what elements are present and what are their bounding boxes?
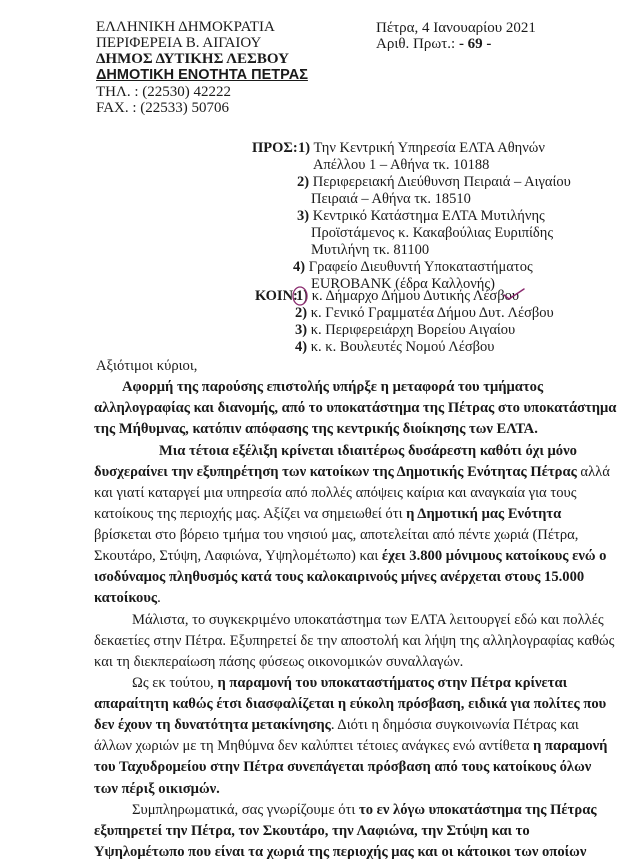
emphasis-text: δυσχεραίνει την εξυπηρέτηση των κατοίκων της Δημοτικής Ενότητας Πέτρας [94, 464, 577, 480]
cc-number: 1) [296, 288, 309, 304]
cc-text: κ. Γενικό Γραμματέα Δήμου Δυτ. Λέσβου [310, 305, 554, 321]
body-line [94, 716, 579, 734]
body-line: και γιατί καταργεί μια υπηρεσία από πολλές απόψεις καίρια και αναγκαία για τους [94, 485, 577, 501]
body-line: Υψηλομέτωπο που είναι τα χωριά της περιοχής μας και οι κάτοικοι των οποίων [94, 844, 587, 860]
recipient-number: 3) [297, 208, 310, 224]
recipient-line: Περιφερειακή Διεύθυνση Πειραιά – Αιγαίου [312, 174, 571, 190]
document-date: Πέτρα, 4 Ιανουαρίου 2021 [376, 20, 536, 36]
handwritten-circle-icon [290, 285, 310, 307]
body-line [94, 463, 610, 481]
cc-text: κ. Περιφερειάρχη Βορείου Αιγαίου [310, 322, 516, 338]
body-line: εξυπηρετεί την Πέτρα, τον Σκουτάρο, την Λαφιώνα, την Στύψη και το [94, 823, 530, 839]
recipient-line: Πειραιά – Αθήνα τκ. 18510 [311, 191, 471, 207]
plain-text: άλλων χωριών με τη Μηθύμνα δεν καλύπτει τέτοιες ανάγκες ενώ αντίθετα [94, 738, 534, 754]
plain-text: Συμπληρωματικά, σας γνωρίζουμε ότι [132, 802, 359, 818]
body-line: απαραίτητη καθώς έτσι διασφαλίζεται η εύκολη πρόσβαση, ειδικά για πολίτες που [94, 696, 607, 712]
plain-text: Ως εκ τούτου, [132, 675, 218, 691]
body-line [94, 589, 161, 607]
recipient-number: 1) [298, 140, 311, 156]
protocol-value: - 69 - [458, 36, 492, 52]
letterhead-region: ΠΕΡΙΦΕΡΕΙΑ Β. ΑΙΓΑΙΟΥ [96, 35, 262, 51]
plain-text: . [157, 590, 161, 606]
recipient-line: Γραφείο Διευθυντή Υποκαταστήματος [308, 259, 533, 275]
recipient-line: Την Κεντρική Υπηρεσία ΕΛΤΑ Αθηνών [313, 140, 545, 156]
cc-number: 4) [295, 339, 308, 355]
plain-text: αλλά [576, 464, 610, 480]
body-line [132, 801, 597, 819]
body-line: και τη διεκπεραίωση πάσης φύσεως οικονομικών συναλλαγών. [94, 654, 464, 670]
body-line: Αφορμή της παρούσης επιστολής υπήρξε η μεταφορά του τμήματος [122, 379, 544, 395]
cc-item [296, 288, 519, 305]
protocol-label: Αριθ. Πρωτ.: [376, 36, 459, 52]
plain-text: Σκουτάρο, Στύψη, Λαφιώνα, Υψηλομέτωπο) και [94, 548, 382, 564]
emphasis-text: έχει 3.800 μόνιμους κατοίκους ενώ ο [381, 548, 607, 564]
emphasis-text: η παραμονή [533, 738, 608, 754]
body-line: δεκαετίες στην Πέτρα. Εξυπηρετεί δε την αποστολή και λήψη της αλληλογραφίας καθώς [94, 633, 615, 649]
recipient-number: 2) [297, 174, 310, 190]
recipient-item [297, 208, 545, 225]
recipient-item [293, 259, 533, 276]
body-line: αλληλογραφίας και διανομής, από το υποκατάστημα της Πέτρας στο υποκατάστημα [94, 400, 617, 416]
body-line: του Ταχυδρομείου στην Πέτρα συνεπάγεται πρόσβαση από τους κατοίκους όλων [94, 759, 592, 775]
recipient-line: Απέλλου 1 – Αθήνα τκ. 10188 [313, 157, 490, 173]
recipient-line: Μυτιλήνη τκ. 81100 [311, 242, 430, 258]
salutation: Αξιότιμοι κύριοι, [96, 358, 198, 374]
body-line [94, 505, 561, 523]
body-line: της Μήθυμνας, κατόπιν απόφασης της κεντρικής διοίκησης των ΕΛΤΑ. [94, 421, 538, 437]
letterhead-republic: ΕΛΛΗΝΙΚΗ ΔΗΜΟΚΡΑΤΙΑ [96, 19, 275, 35]
letterhead-municipality: ΔΗΜΟΣ ΔΥΤΙΚΗΣ ΛΕΣΒΟΥ [96, 51, 289, 67]
emphasis-text: κατοίκους [94, 590, 158, 606]
emphasis-text: το εν λόγω υποκατάστημα της Πέτρας [358, 802, 597, 818]
protocol-number [376, 36, 491, 52]
cc-item [295, 322, 515, 339]
recipient-line: Προϊστάμενος κ. Κακαβούλιας Ευριπίδης [311, 225, 554, 241]
body-line: ισοδύναμος πληθυσμός κατά τους καλοκαιρινούς μήνες ανέρχεται στους 15.000 [94, 569, 585, 585]
recipients-label: ΠΡΟΣ: [252, 140, 298, 156]
emphasis-text: η Δημοτική μας Ενότητα [406, 506, 562, 522]
emphasis-text: δεν έχουν τη δυνατότητα μετακίνησης [94, 717, 331, 733]
letterhead-fax: FAX. : (22533) 50706 [96, 100, 230, 116]
body-line [94, 737, 607, 755]
plain-text: . Διότι η δημόσια συγκοινωνία Πέτρας και [330, 717, 579, 733]
body-line [94, 547, 606, 565]
recipient-line: Κεντρικό Κατάστημα ΕΛΤΑ Μυτιλήνης [312, 208, 545, 224]
cc-label: ΚΟΙΝ: [255, 288, 298, 304]
body-line: Μια τέτοια εξέλιξη κρίνεται ιδιαιτέρως δυσάρεστη καθότι όχι μόνο [159, 443, 577, 459]
recipient-line: EUROBANK (έδρα Καλλονής) [311, 276, 495, 292]
cc-text: κ. κ. Βουλευτές Νομού Λέσβου [310, 339, 495, 355]
letterhead-phone: ΤΗΛ. : (22530) 42222 [96, 84, 232, 100]
cc-item [295, 305, 554, 322]
cc-item [295, 339, 495, 356]
body-line [132, 674, 567, 692]
recipient-item [298, 140, 545, 157]
cc-number: 3) [295, 322, 308, 338]
emphasis-text: η παραμονή του υποκαταστήματος στην Πέτρα κρίνεται [217, 675, 568, 691]
body-line: των πέριξ οικισμών. [94, 781, 220, 797]
cc-text: κ. Δήμαρχο Δήμου Δυτικής Λέσβου [311, 288, 520, 304]
body-line: βρίσκεται στο βόρειο τμήμα του νησιού μας, αποτελείται από πέντε χωριά (Πέτρα, [94, 527, 579, 543]
handwritten-checkmark-icon [502, 286, 526, 302]
recipient-number: 4) [293, 259, 306, 275]
plain-text: κατοίκους της περιοχής μας. Αξίζει να σημειωθεί ότι [94, 506, 407, 522]
letterhead-unit: ΔΗΜΟΤΙΚΗ ΕΝΟΤΗΤΑ ΠΕΤΡΑΣ [96, 67, 308, 83]
cc-number: 2) [295, 305, 308, 321]
body-line: Μάλιστα, το συγκεκριμένο υποκατάστημα των ΕΛΤΑ λειτουργεί εδώ και πολλές [132, 612, 604, 628]
recipient-item [297, 174, 571, 191]
